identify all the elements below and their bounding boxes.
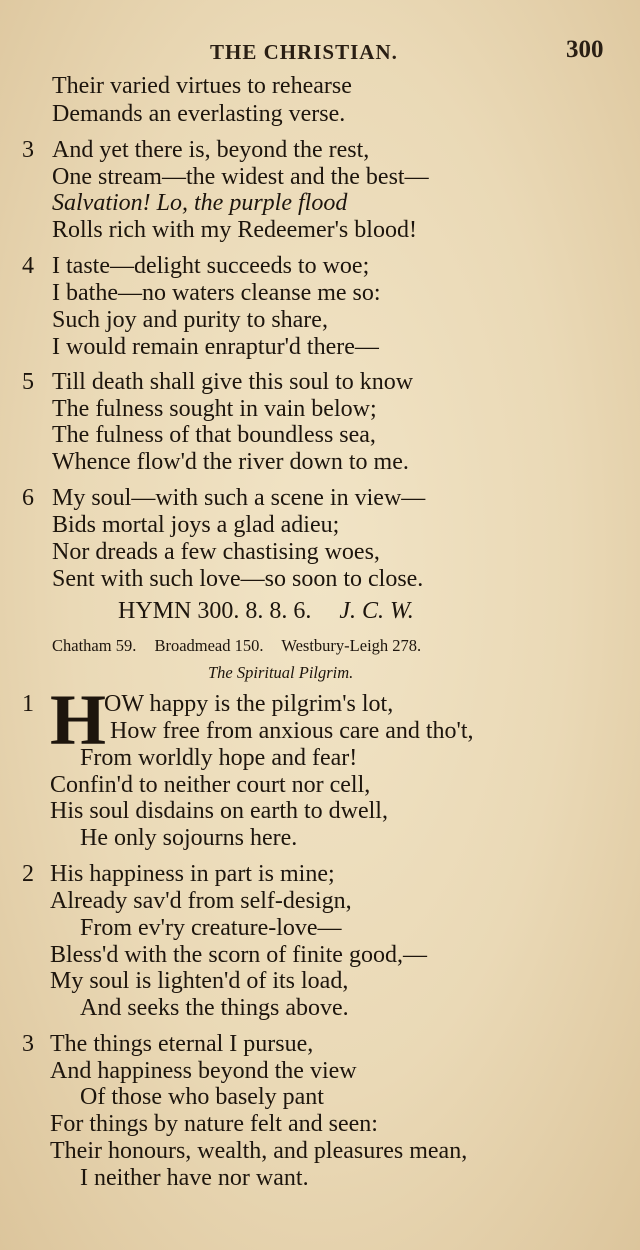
stanza-number: 5 <box>22 369 34 395</box>
verse-line: The fulness of that boundless sea, <box>52 422 376 448</box>
verse-line: From worldly hope and fear! <box>80 745 358 771</box>
stanza-number: 6 <box>22 485 34 511</box>
verse-line: His happiness in part is mine; <box>50 861 335 887</box>
verse-line: My soul—with such a scene in view— <box>52 485 426 511</box>
verse-line: I neither have nor want. <box>80 1165 309 1191</box>
verse-line: Their varied virtues to rehearse <box>52 73 352 99</box>
verse-line: How free from anxious care and tho't, <box>110 718 474 744</box>
drop-cap: H <box>50 680 107 760</box>
hymn-author: J. C. W. <box>339 598 414 624</box>
tune-reference: Chatham 59. <box>52 636 137 655</box>
verse-line: I bathe—no waters cleanse me so: <box>52 280 381 306</box>
verse-line: Salvation! Lo, the purple flood <box>52 190 348 216</box>
verse-line: From ev'ry creature-love— <box>80 915 342 941</box>
verse-line: Whence flow'd the river down to me. <box>52 449 409 475</box>
verse-line: I taste—delight succeeds to woe; <box>52 253 370 279</box>
verse-line: Already sav'd from self-design, <box>50 888 352 914</box>
page-number: 300 <box>566 36 604 63</box>
verse-line: His soul disdains on earth to dwell, <box>50 798 388 824</box>
verse-line: Confin'd to neither court nor cell, <box>50 772 371 798</box>
verse-line: OW happy is the pilgrim's lot, <box>104 691 394 717</box>
verse-line: Bless'd with the scorn of finite good,— <box>50 942 427 968</box>
verse-line: Sent with such love—so soon to close. <box>52 566 424 592</box>
verse-line: Rolls rich with my Redeemer's blood! <box>52 217 417 243</box>
verse-line: One stream—the widest and the best— <box>52 164 429 190</box>
hymn-number-meter: HYMN 300. 8. 8. 6. <box>118 598 312 624</box>
stanza-number: 3 <box>22 137 34 163</box>
verse-line: The things eternal I pursue, <box>50 1031 314 1057</box>
verse-line: And happiness beyond the view <box>50 1058 357 1084</box>
stanza-number: 2 <box>22 861 34 887</box>
hymn-heading <box>118 598 414 625</box>
verse-line: Such joy and purity to share, <box>52 307 328 333</box>
verse-line: He only sojourns here. <box>80 825 298 851</box>
verse-line: The fulness sought in vain below; <box>52 396 377 422</box>
tune-reference: Broadmead 150. <box>154 636 264 655</box>
verse-line: I would remain enraptur'd there— <box>52 334 379 360</box>
stanza-number: 3 <box>22 1031 34 1057</box>
stanza-number: 1 <box>22 691 34 717</box>
running-head: THE CHRISTIAN. <box>210 40 398 64</box>
verse-line: Of those who basely pant <box>80 1084 324 1110</box>
verse-line: My soul is lighten'd of its load, <box>50 968 349 994</box>
verse-line: And yet there is, beyond the rest, <box>52 137 370 163</box>
hymn-title: The Spiritual Pilgrim. <box>208 663 354 682</box>
verse-line: Their honours, wealth, and pleasures mean, <box>50 1138 468 1164</box>
tune-reference: Westbury-Leigh 278. <box>281 636 422 655</box>
stanza-number: 4 <box>22 253 34 279</box>
verse-line: Bids mortal joys a glad adieu; <box>52 512 340 538</box>
verse-line: Nor dreads a few chastising woes, <box>52 539 380 565</box>
verse-line: And seeks the things above. <box>80 995 349 1021</box>
verse-line: Demands an everlasting verse. <box>52 101 346 127</box>
verse-line: Till death shall give this soul to know <box>52 369 414 395</box>
tune-list <box>52 636 435 656</box>
verse-line: For things by nature felt and seen: <box>50 1111 378 1137</box>
